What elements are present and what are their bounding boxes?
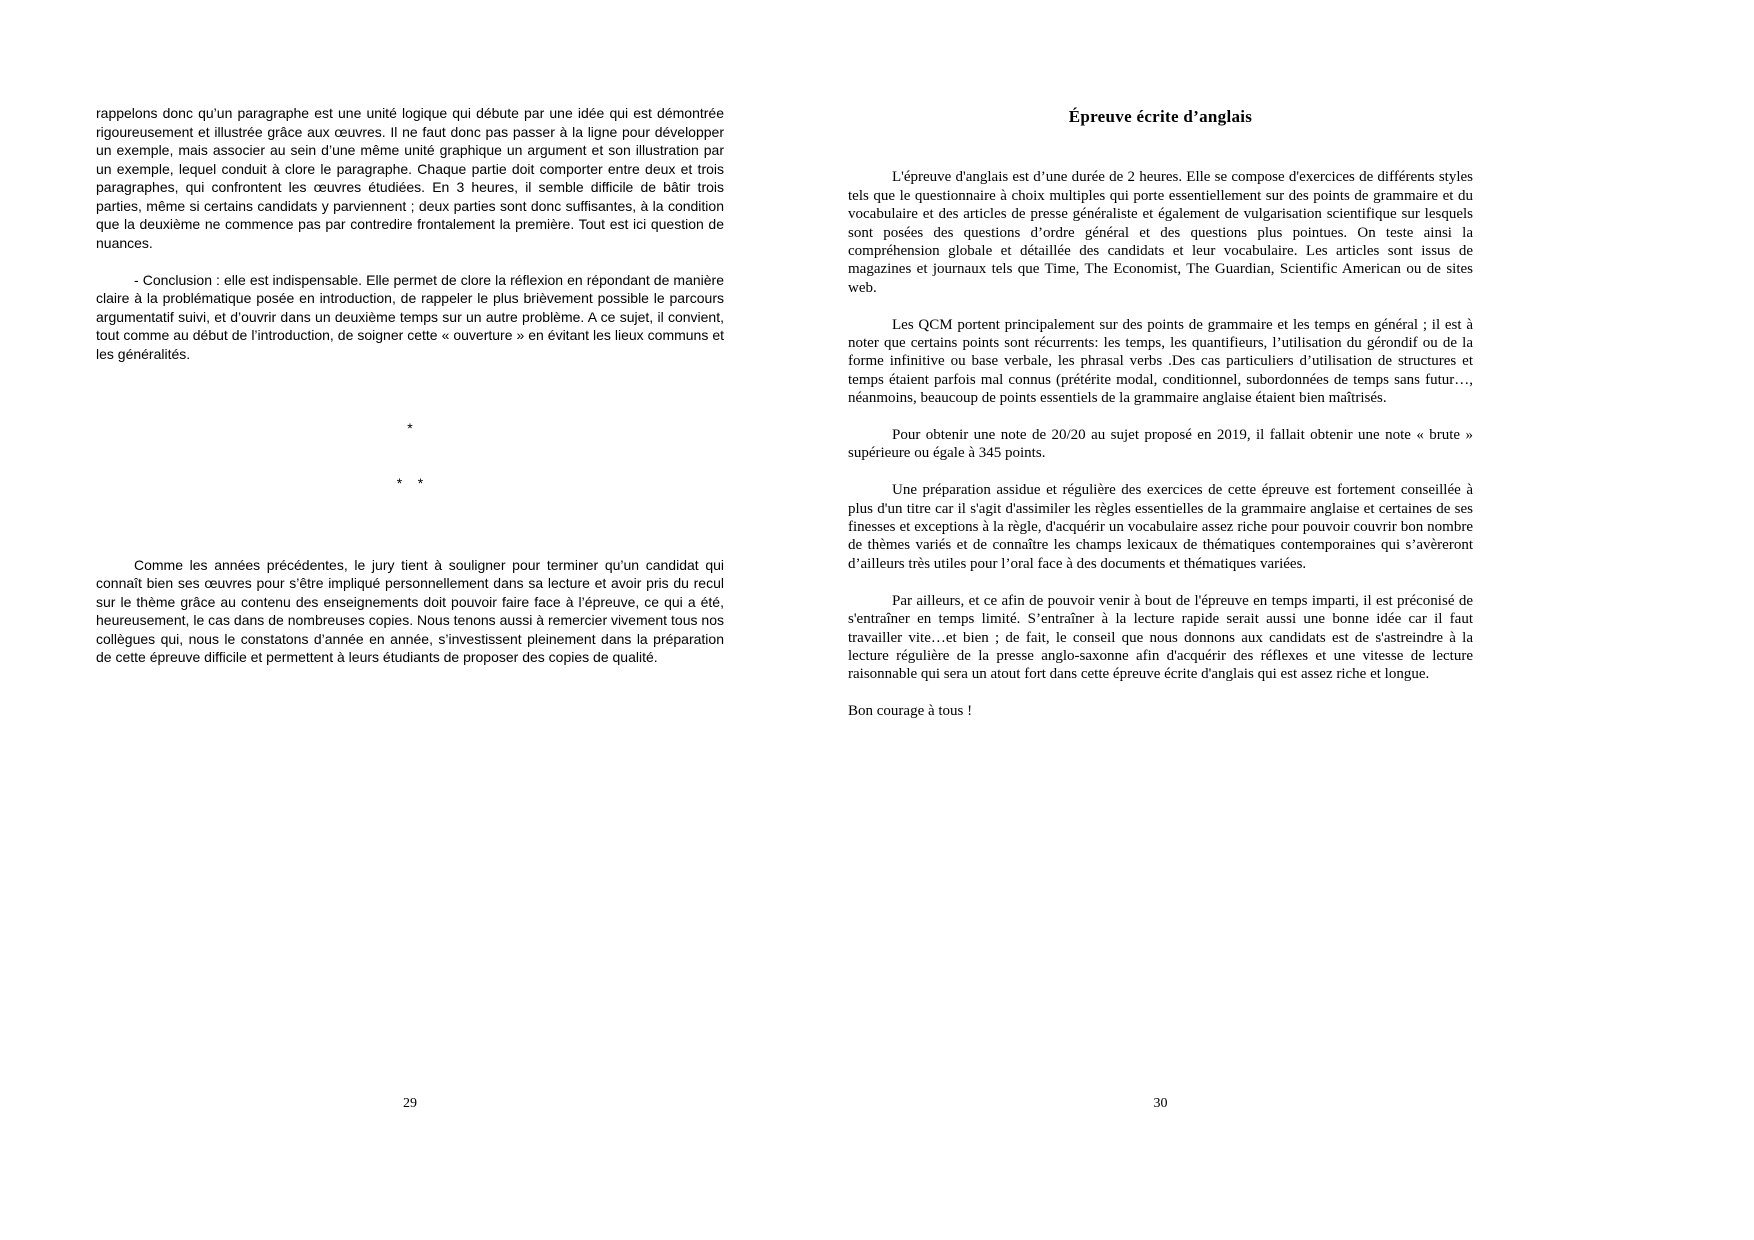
closing-encouragement: Bon courage à tous ! — [848, 703, 973, 720]
paragraph-qcm: Les QCM portent principalement sur des points de grammaire et les temps en général ; il est à noter que certains points sont récurrents: les temps, les quantifieurs, l’utilisation du gérondif ou de la forme infinitive ou base verbale, les phrasal verbs .Des cas particuliers d’utilisation de structures et temps étaient parfois mal connus (prétérite modal, conditionnel, subordonnées de temps sans futur…, néanmoins, beaucoup de points essentiels de la grammaire anglaise étaient bien maîtrisés. — [848, 316, 1473, 407]
paragraph-continuation: rappelons donc qu’un paragraphe est une unité logique qui débute par une idée qui est démontrée rigoureusement et illustrée grâce aux œuvres. Il ne faut donc pas passer à la ligne pour développer un exemple, mais associer au sein d’une même unité graphique un argument et son illustration par un exemple, lequel conduit à clore le paragraphe. Chaque partie doit comporter entre deux et trois paragraphes, qui confrontent les œuvres étudiées. En 3 heures, il semble difficile de bâtir trois parties, même si certains candidats y parviennent ; deux parties sont donc suffisantes, à la condition que la deuxième ne commence pas par contredire frontalement la première. Tout est ici question de nuances. — [96, 105, 724, 251]
page-number-right: 30 — [1153, 1096, 1168, 1111]
paragraph-exam-overview: L'épreuve d'anglais est d’une durée de 2 heures. Elle se compose d'exercices de différents styles tels que le questionnaire à choix multiples qui porte essentiellement sur des points de grammaire et du vocabulaire et des articles de presse généraliste et également de vulgarisation scientifique sur lesquels sont posées des questions d’ordre général et des questions plus pointues. On teste ainsi la compréhension globale et détaillée des candidats et leur vocabulaire. Les articles sont issus de magazines et journaux tels que Time, The Economist, The Guardian, Scientific American ou de sites web. — [848, 169, 1473, 296]
paragraph-advice: Par ailleurs, et ce afin de pouvoir venir à bout de l'épreuve en temps imparti, il est préconisé de s'entraîner en temps limité. S’entraîner à la lecture rapide serait aussi une bonne idée car il faut travailler vite…et bien ; de fait, le conseil que nous donnons aux candidats est de s'astreindre à la lecture régulière de la presse anglo-saxonne afin d'acquérir des réflexes et une vitesse de lecture raisonnable qui sera un atout fort dans cette épreuve écrite d'anglais qui est assez riche et longue. — [848, 592, 1473, 683]
asterisk-separator-bottom: * * — [396, 475, 424, 491]
paragraph-grading: Pour obtenir une note de 20/20 au sujet proposé en 2019, il fallait obtenir une note « brute » supérieure ou égale à 345 points. — [848, 427, 1473, 462]
page-29 — [96, 104, 724, 1124]
page-title: Épreuve écrite d’anglais — [1068, 107, 1253, 126]
asterisk-separator-top: * — [407, 419, 413, 436]
paragraph-preparation: Une préparation assidue et régulière des exercices de cette épreuve est fortement conseillée à plus d'un titre car il s'agit d'assimiler les règles essentielles de la grammaire anglaise et certaines de ses finesses et exceptions à la règle, d'acquérir un vocabulaire assez riche pour pouvoir couvrir bon nombre de thèmes variés et de connaître les champs lexicaux de thématiques contemporaines qui s’avèreront d’ailleurs très utiles pour l’oral face à des documents et thématiques variées. — [848, 482, 1473, 572]
paragraph-conclusion: - Conclusion : elle est indispensable. Elle permet de clore la réflexion en répondant de manière claire à la problématique posée en introduction, de rappeler le plus brièvement possible le parcours argumentatif suivi, et d’ouvrir dans un deuxième temps sur un autre problème. A ce sujet, il convient, tout comme au début de l’introduction, de soigner cette « ouverture » en évitant les lieux communs et les généralités. — [96, 271, 724, 362]
paragraph-closing-remarks: Comme les années précédentes, le jury tient à souligner pour terminer qu’un candidat qui connaît bien ses œuvres pour s’être impliqué personnellement dans sa lecture et avoir pris du recul sur le thème grâce au contenu des enseignements doit pouvoir faire face à l’épreuve, ce qui a été, heureusement, le cas dans de nombreuses copies. Nous tenons aussi à remercier vivement tous nos collègues qui, nous le constatons d’année en année, s’investissent pleinement dans la préparation de cette épreuve difficile et permettent à leurs étudiants de proposer des copies de qualité. — [96, 556, 724, 665]
page-30 — [848, 96, 1473, 1126]
page-number-left: 29 — [403, 1096, 417, 1111]
asterisk-separator — [96, 382, 724, 530]
